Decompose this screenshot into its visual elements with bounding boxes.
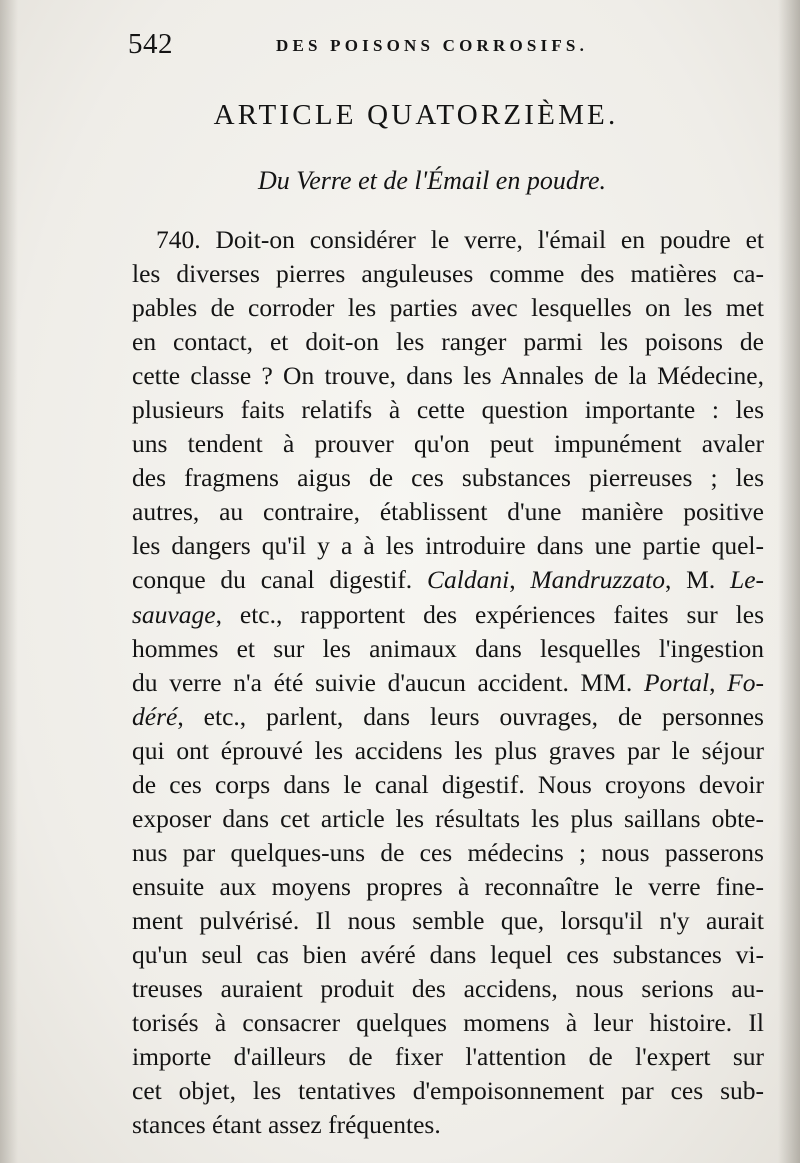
text-line-with-names (132, 700, 764, 734)
author-name: Fo- (727, 667, 764, 697)
paragraph-740 (132, 223, 764, 1142)
text-line: cette classe ? On trouve, dans les Annales de la Médecine, (132, 361, 764, 391)
author-name: Caldani (427, 565, 510, 595)
text-line: 740. Doit-on considérer le verre, l'émail en poudre et (156, 225, 764, 254)
text-line: les diverses pierres anguleuses comme des matières ca- (132, 259, 764, 289)
text-line: stances étant assez fréquentes. (132, 1110, 441, 1140)
text-line: qui ont éprouvé les accidens les plus graves par le séjour (132, 735, 764, 765)
article-subtitle: Du Verre et de l'Émail en poudre. (257, 166, 607, 195)
author-name: déré (132, 701, 178, 731)
text-line: les dangers qu'il y a à les introduire dans une partie quel- (132, 531, 764, 561)
text-segment: , etc., parlent, dans leurs ouvrages, de personnes (177, 701, 764, 731)
text-line-with-names: du verre n'a été suivie d'aucun accident. MM. Portal, Fo- (132, 667, 764, 697)
text-line: exposer dans cet article les résultats les plus saillans obte- (132, 803, 764, 833)
text-line: des fragmens aigus de ces substances pierreuses ; les (132, 463, 764, 493)
text-line: cet objet, les tentatives d'empoisonnement par ces sub- (132, 1076, 764, 1106)
page-number: 542 (128, 28, 173, 60)
author-name: Portal (643, 667, 710, 697)
running-title: DES POISONS CORROSIFS. (276, 36, 589, 55)
text-line-with-names: conque du canal digestif. Caldani, Mandruzzato, M. Le- (132, 565, 765, 595)
text-line: importe d'ailleurs de fixer l'attention de l'expert sur (132, 1042, 764, 1072)
page-header (128, 28, 762, 68)
text-segment: , etc., rapportent des expériences faites sur les (215, 599, 764, 629)
text-line-with-names (132, 598, 764, 632)
text-line: nus par quelques-uns de ces médecins ; nous passerons (132, 837, 764, 867)
text-line: de ces corps dans le canal digestif. Nous croyons devoir (132, 769, 764, 799)
text-segment: conque du canal digestif. (132, 565, 413, 595)
text-segment: M. (686, 565, 716, 595)
text-line: ment pulvérisé. Il nous semble que, lorsqu'il n'y aurait (132, 905, 764, 935)
author-name: Mandruzzato (530, 565, 665, 595)
text-line: ensuite aux moyens propres à reconnaître le verre fine- (132, 871, 764, 901)
article-heading: ARTICLE QUATORZIÈME. (213, 99, 619, 131)
text-line: qu'un seul cas bien avéré dans lequel ces substances vi- (132, 939, 764, 969)
text-line: plusieurs faits relatifs à cette question importante : les (132, 395, 764, 425)
text-line: autres, au contraire, établissent d'une manière positive (132, 497, 764, 527)
text-segment: du verre n'a été suivie d'aucun accident. MM. (132, 667, 633, 697)
text-line: en contact, et doit-on les ranger parmi les poisons de (132, 327, 764, 357)
text-line: torisés à consacrer quelques momens à leur histoire. Il (132, 1008, 764, 1038)
text-line: pables de corroder les parties avec lesquelles on les met (132, 293, 764, 323)
author-name: sauvage (132, 599, 216, 629)
text-line: hommes et sur les animaux dans lesquelles l'ingestion (132, 633, 764, 663)
text-line: uns tendent à prouver qu'on peut impunément avaler (132, 429, 764, 459)
text-line: treuses auraient produit des accidens, nous serions au- (132, 974, 764, 1004)
author-name: Le- (730, 565, 765, 595)
